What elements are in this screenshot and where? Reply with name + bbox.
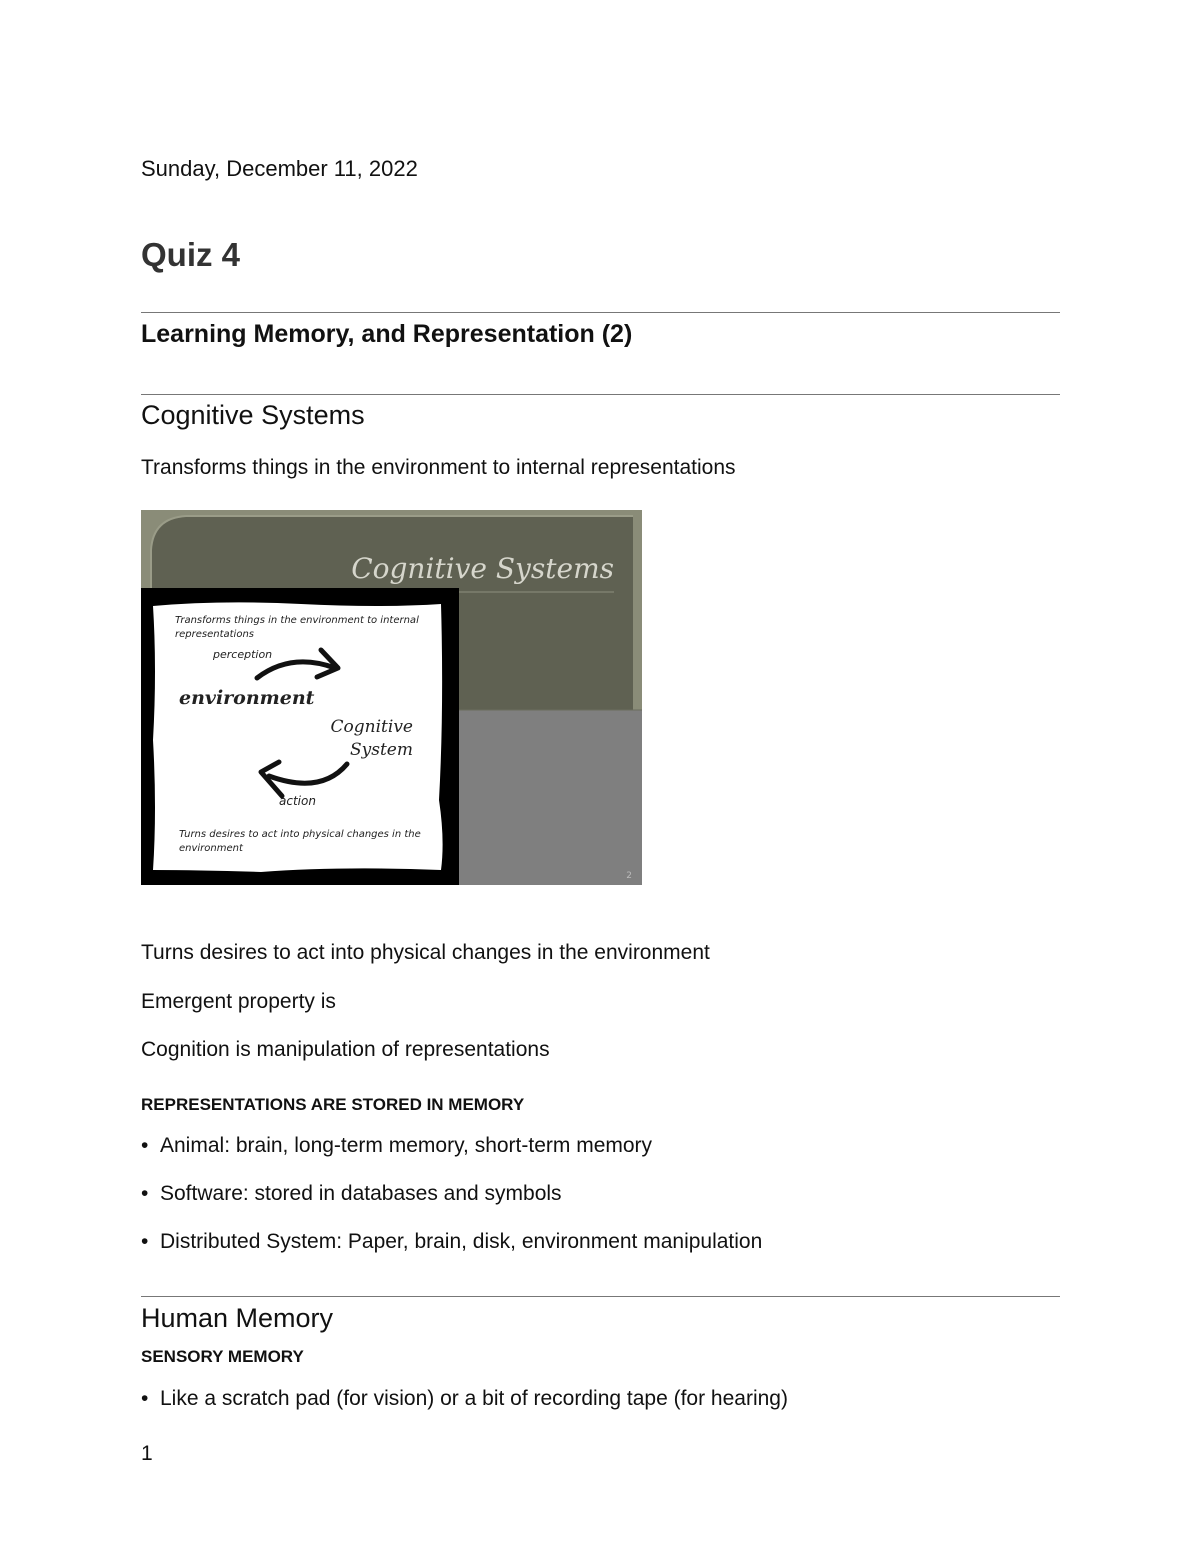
section-subtitle: Learning Memory, and Representation (2) (141, 320, 633, 348)
slide-system-label: System (350, 740, 413, 760)
slide-number: 2 (626, 871, 632, 881)
divider (141, 394, 1060, 395)
divider (141, 1296, 1060, 1297)
paragraph-emergent-property: Emergent property is (141, 990, 336, 1013)
list-item: • Like a scratch pad (for vision) or a bit of recording tape (for hearing) (141, 1387, 788, 1410)
slide-title: Cognitive Systems (351, 552, 614, 585)
paragraph-turns-desires: Turns desires to act into physical changes in the environment (141, 941, 710, 964)
list-item: • Distributed System: Paper, brain, disk, environment manipulation (141, 1230, 763, 1253)
divider (141, 312, 1060, 313)
list-item: • Animal: brain, long-term memory, short-term memory (141, 1134, 653, 1157)
section-heading-human-memory: Human Memory (141, 1303, 334, 1333)
slide-perception-label: perception (213, 648, 273, 661)
slide-cognitive-label: Cognitive (330, 717, 413, 737)
intro-paragraph: Transforms things in the environment to internal representations (141, 456, 736, 479)
date-line: Sunday, December 11, 2022 (141, 156, 418, 181)
page-number: 1 (141, 1442, 153, 1465)
page-title: Quiz 4 (141, 236, 241, 273)
slide-image (141, 510, 642, 885)
caps-heading-representations: REPRESENTATIONS ARE STORED IN MEMORY (141, 1095, 525, 1114)
paragraph-cognition: Cognition is manipulation of representations (141, 1038, 550, 1061)
slide-action-label: action (279, 794, 316, 808)
slide-top-text-1: Transforms things in the environment to internal (175, 615, 419, 626)
slide-bottom-text-1: Turns desires to act into physical changes in the (179, 829, 421, 840)
slide-bottom-text-2: environment (179, 843, 243, 854)
slide-top-text-2: representations (175, 629, 254, 640)
section-heading-cognitive-systems: Cognitive Systems (141, 400, 365, 430)
slide-environment-label: environment (179, 687, 315, 709)
list-item: • Software: stored in databases and symbols (141, 1182, 562, 1205)
caps-heading-sensory-memory: SENSORY MEMORY (141, 1347, 304, 1366)
